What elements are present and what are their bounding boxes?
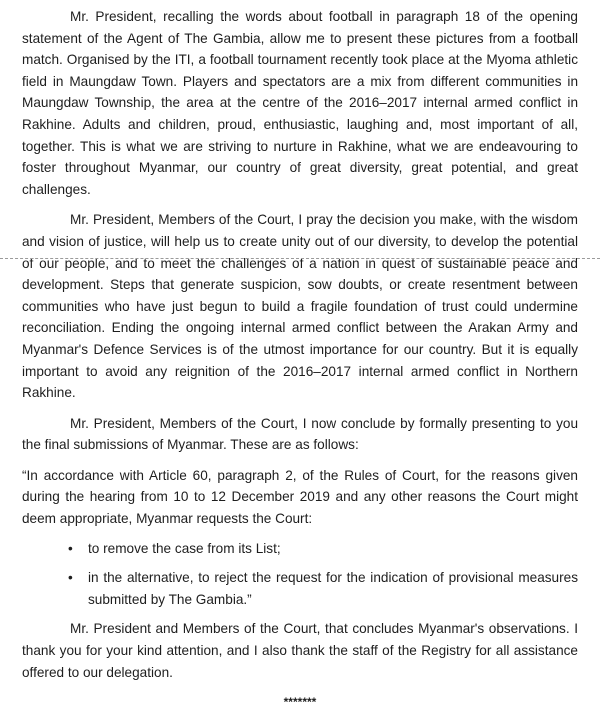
bullet-icon: • (68, 540, 73, 556)
bullet-icon: • (68, 570, 73, 586)
bullet-text: in the alternative, to reject the request for the indication of provisional measures submitted by The Gambia.” (88, 570, 578, 607)
submission-bullet-list (22, 538, 578, 611)
list-item (68, 567, 578, 610)
paragraph-closing-thanks: Mr. President and Members of the Court, that concludes Myanmar's observations. I thank you for your kind attention, and I also thank the staff of the Registry for all assistance offered to our delegation. (22, 621, 578, 680)
paragraph-football-match: Mr. President, recalling the words about football in paragraph 18 of the opening statement of the Agent of The Gambia, allow me to present these pictures from a football match. Organised by the ITI, a football tournament recently took place at the Myoma athletic field in Maungdaw Town. Players and spectators are a mix from different communities in Maungdaw Township, the area at the centre of the 2016–2017 internal armed conflict in Rakhine. Adults and children, proud, enthusiastic, laughing and, most important of all, together. This is what we are striving to nurture in Rakhine, what we are endeavouring to foster throughout Myanmar, our country of great diversity, great potential, and great challenges. (22, 9, 578, 197)
end-of-document-mark: ******* (283, 695, 317, 710)
paragraph-prayer-for-unity: Mr. President, Members of the Court, I pray the decision you make, with the wisdom and vision of justice, will help us to create unity out of our diversity, to develop the potential of our people, and to meet the challenges of a nation in quest of sustainable peace and development. Steps that generate suspicion, sow doubts, or create resentment between communities who have just begun to build a fragile foundation of trust could undermine reconciliation. Ending the ongoing internal armed conflict between the Arakan Army and Myanmar's Defence Services is of the utmost importance for our country. But it is equally important to avoid any reignition of the 2016–2017 internal armed conflict in Northern Rakhine. (22, 212, 578, 401)
paragraph-final-submission-quote: “In accordance with Article 60, paragraph 2, of the Rules of Court, for the reasons given during the hearing from 10 to 12 December 2019 and any other reasons the Court might deem appropriate, Myanmar requests the Court: (22, 467, 578, 527)
bullet-text: to remove the case from its List; (88, 540, 281, 556)
paragraph-conclusion-intro: Mr. President, Members of the Court, I now conclude by formally presenting to you the final submissions of Myanmar. These are as follows: (22, 415, 578, 453)
list-item (68, 538, 578, 560)
scan-artifact-line (0, 258, 600, 259)
